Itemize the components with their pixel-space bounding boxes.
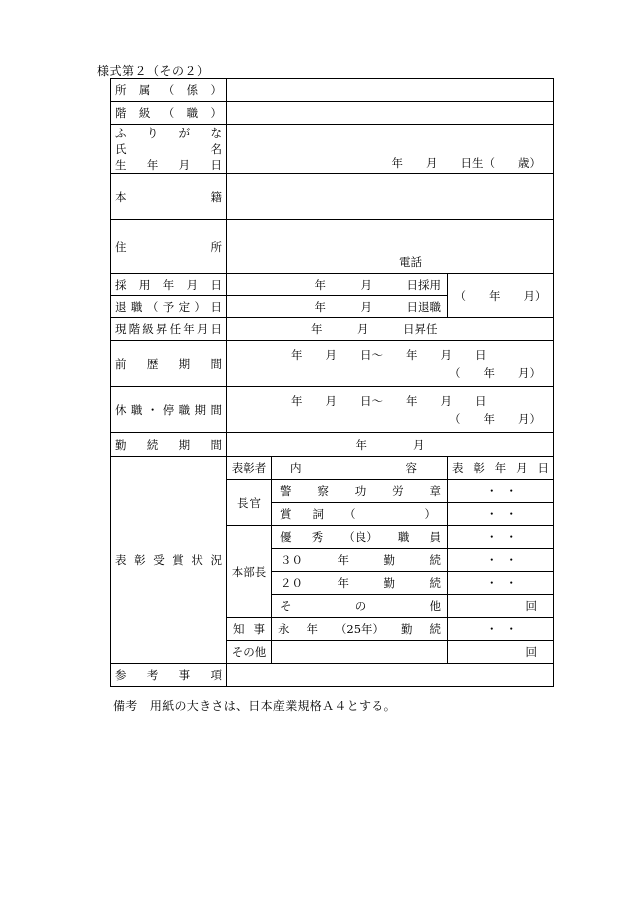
award-sonota-blank[interactable] [272, 641, 448, 664]
field-kaikyu[interactable] [227, 102, 554, 125]
spread-label: 現 階 級 昇 任 年 月 日 [115, 322, 222, 336]
spread-label: 階 級 （ 職 ） [115, 106, 222, 120]
spread-label: 前 歴 期 間 [115, 356, 222, 371]
award-eien [272, 618, 448, 641]
date-yushu [448, 526, 554, 549]
taishoku-value: 年 月 日退職 [227, 296, 448, 318]
kinzoku-value: 年 月 [227, 433, 554, 457]
label-kyushoku [111, 387, 227, 433]
giver-chiji [227, 618, 272, 641]
date-k30 [448, 549, 554, 572]
date-dots: ・ ・ [486, 553, 517, 567]
date-dots: ・ ・ [486, 576, 517, 590]
giver-honbucho: 本部長 [227, 526, 272, 618]
label-honseki [111, 174, 227, 220]
kyushoku-value [227, 387, 554, 433]
kyushoku-range: 年 月 日〜 年 月 日 [291, 393, 487, 408]
label-jusho [111, 220, 227, 274]
count-sonota: 回 [448, 641, 554, 664]
spread-label: 警 察 功 労 章 [280, 484, 441, 498]
zenreki-value [227, 341, 554, 387]
spread-label: 表 彰 年 月 日 [452, 461, 549, 475]
label-saiyo [111, 274, 227, 296]
spread-label: 長 官 [237, 495, 261, 510]
label-shimei: 氏 名 [115, 142, 222, 156]
date-dots: ・ ・ [486, 530, 517, 544]
label-taishoku [111, 296, 227, 318]
spread-label: 休 職 ・ 停 職 期 間 [115, 402, 222, 417]
service-period: （ 年 月） [448, 274, 554, 318]
label-shozoku [111, 79, 227, 102]
label-name-birth [111, 125, 227, 174]
label-kinzoku [111, 433, 227, 457]
spread-label: 採 用 年 月 日 [115, 277, 222, 292]
denwa-label: 電話 [399, 255, 422, 269]
date-eien [448, 618, 554, 641]
spread-label: 本 籍 [115, 189, 222, 204]
giver-sonota: その他 [227, 641, 272, 664]
field-jusho[interactable] [227, 220, 554, 274]
date-shoshi [448, 503, 554, 526]
field-sanko[interactable] [227, 664, 554, 687]
date-dots: ・ ・ [486, 484, 517, 498]
spread-label: 表 彰 受 賞 状 況 [115, 553, 222, 567]
header-content [272, 457, 448, 480]
spread-label: 知 事 [233, 622, 265, 636]
date-keisatsu [448, 480, 554, 503]
kyushoku-period: （ 年 月） [449, 411, 541, 426]
date-k20 [448, 572, 554, 595]
spread-label: 住 所 [115, 239, 222, 254]
shoshi-paren: （ ） [344, 507, 436, 521]
award-keisatsu [272, 480, 448, 503]
label-zenreki [111, 341, 227, 387]
field-honseki[interactable] [227, 174, 554, 220]
award-shoshi: 賞 詞 （ ） [272, 503, 448, 526]
label-kaikyu [111, 102, 227, 125]
field-shozoku[interactable] [227, 79, 554, 102]
award-k20 [272, 572, 448, 595]
birth-value: 年 月 日生（ 歳） [391, 156, 541, 170]
date-dots: ・ ・ [486, 622, 517, 636]
spread-label: 勤 続 期 間 [115, 437, 222, 452]
award-k30 [272, 549, 448, 572]
spread-label: 内 容 [290, 461, 417, 475]
spread-label: ３０ 年 勤 続 [280, 553, 441, 567]
spread-label: 優 秀 （良） 職 員 [280, 530, 441, 544]
form-title: 様式第２（その２） [97, 64, 210, 78]
zenreki-period: （ 年 月） [449, 365, 541, 380]
label-seinengappi: 生 年 月 日 [115, 158, 222, 172]
zenreki-range: 年 月 日〜 年 月 日 [291, 347, 487, 362]
label-furigana: ふ り が な [115, 126, 222, 140]
giver-chokan [227, 480, 272, 526]
spread-label: 所 属 （ 係 ） [115, 83, 222, 97]
spread-label: 永 年 （25年） 勤 続 [278, 622, 441, 636]
label-sanko [111, 664, 227, 687]
award-yushu [272, 526, 448, 549]
header-giver: 表彰者 [227, 457, 272, 480]
genkaikyu-value: 年 月 日昇任 [227, 318, 554, 341]
spread-label: 参 考 事 項 [115, 668, 222, 682]
saiyo-value: 年 月 日採用 [227, 274, 448, 296]
award-other [272, 595, 448, 618]
label-hyosho [111, 457, 227, 664]
label-genkaikyu [111, 318, 227, 341]
spread-label: そ の 他 [280, 599, 441, 613]
spread-label: ２０ 年 勤 続 [280, 576, 441, 590]
header-date [448, 457, 554, 480]
spread-label: 退 職 （ 予 定 ） 日 [115, 299, 222, 314]
count-other: 回 [448, 595, 554, 618]
date-dots: ・ ・ [486, 507, 517, 521]
personnel-record-table [110, 78, 554, 687]
footnote: 備考 用紙の大きさは、日本産業規格Ａ４とする。 [113, 699, 396, 713]
field-name-birth[interactable] [227, 125, 554, 174]
